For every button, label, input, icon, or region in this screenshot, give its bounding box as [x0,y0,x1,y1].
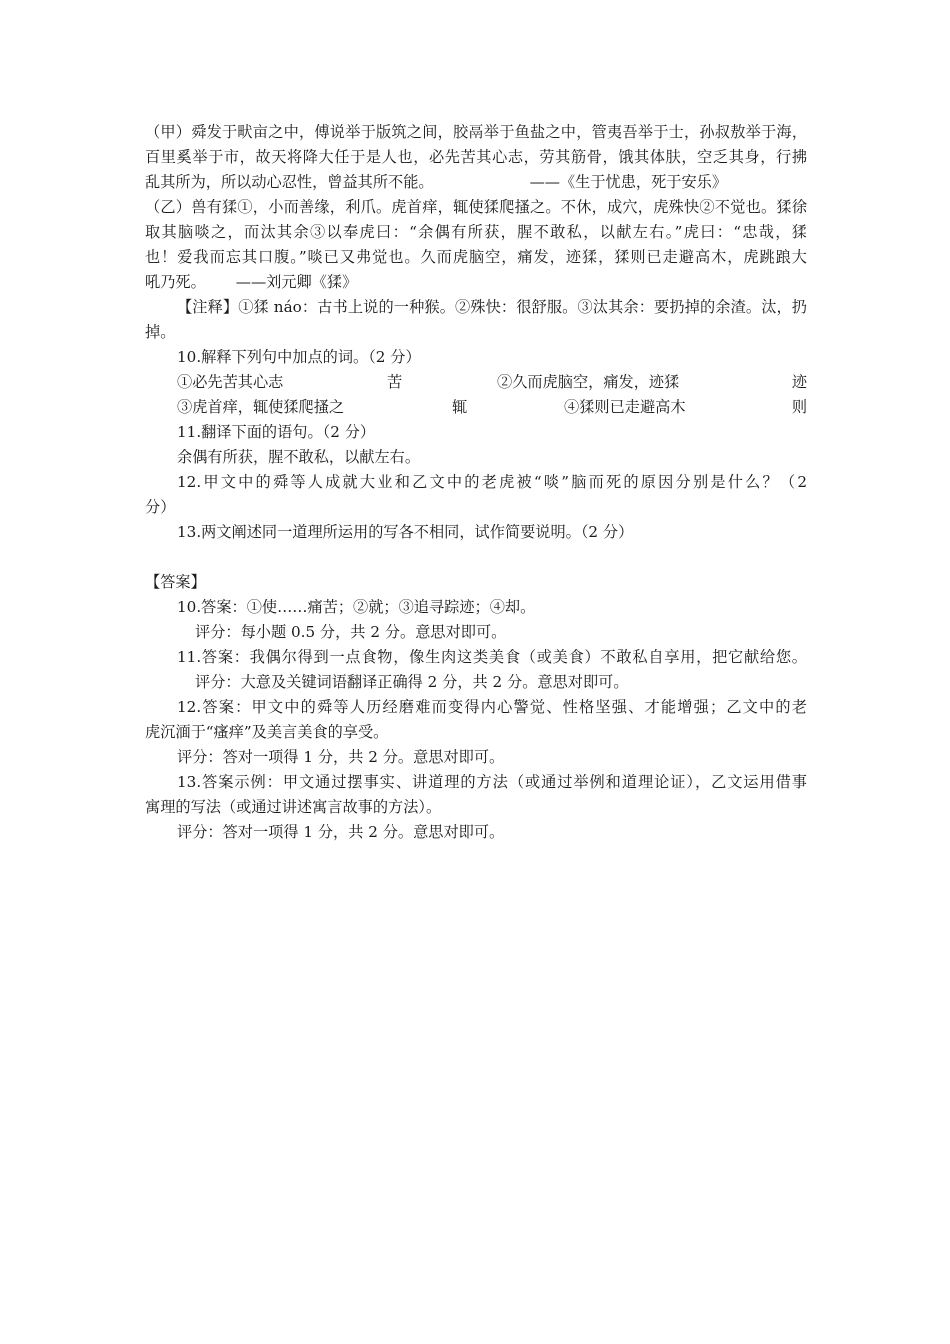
question-10-title: 10.解释下列句中加点的词。（2 分） [177,348,421,366]
q10-word-4: 则 [791,398,807,416]
question-12 [145,470,807,520]
q10-word-2: 迹 [791,373,807,391]
passage-a-line-last [145,170,807,195]
answer-13-line: 寓理的写法（或通过讲述寓言故事的方法）。 [145,798,442,816]
answer-10: 10.答案：①使……痛苦；②就；③追寻踪迹；④却。 [177,598,536,616]
q10-item-3: ③虎首痒，辄使猱爬搔之 [177,398,345,416]
score-10: 评分：每小题 0.5 分，共 2 分。意思对即可。 [195,623,507,641]
q10-item-4: ④猱则已走避高木 [564,398,686,416]
question-10 [145,345,807,420]
q10-item-1: ①必先苦其心志 [177,373,284,391]
question-11-sentence: 余偶有所获，腥不敢私，以献左右。 [177,448,420,466]
q10-word-3: 辄 [452,398,468,416]
passage-b-source: ——刘元卿《猱》 [235,273,358,291]
score-11: 评分：大意及关键词语翻译正确得 2 分，共 2 分。意思对即可。 [195,673,629,691]
question-10-row [145,370,807,395]
question-12-line: 分） [145,498,176,516]
notes [145,295,807,345]
question-10-row [145,395,807,420]
question-11 [145,420,807,470]
passage-a-source: ——《生于忧患，死于安乐》 [529,173,727,191]
answers [145,570,807,845]
passage-b-line: 取其脑啖之，而汰其余③以奉虎曰：“余偶有所获，腥不敢私，以献左右。”虎曰：“忠哉，猱 [145,223,807,241]
notes-line: 【注释】①猱 náo：古书上说的一种猴。②殊快：很舒服。③汰其余：要扔掉的余渣。汰，扔 [177,298,807,316]
section-gap [145,545,807,570]
notes-line: 掉。 [145,323,176,341]
passage-a-line: （甲）舜发于畎亩之中，傅说举于版筑之间，胶鬲举于鱼盐之中，管夷吾举于士，孙叔敖举于海， [145,123,807,141]
q10-item-2: ②久而虎脑空，痛发，迹猱 [497,373,680,391]
answer-12-line: 12.答案：甲文中的舜等人历经磨难而变得内心警觉、性格坚强、才能增强；乙文中的老 [177,698,807,716]
question-13 [145,520,807,545]
answer-12-line: 虎沉湎于“瘙痒”及美言美食的享受。 [145,723,389,741]
answers-heading: 【答案】 [145,573,206,591]
passage-a-line: 百里奚举于市，故天将降大任于是人也，必先苦其心志，劳其筋骨，饿其体肤，空乏其身，行拂 [145,148,807,166]
passage-b-line: （乙）兽有猱①，小而善缘，利爪。虎首痒，辄使猱爬搔之。不休，成穴，虎殊快②不觉也。猱徐 [145,198,807,216]
document-page [145,120,807,845]
answer-11: 11.答案：我偶尔得到一点食物，像生肉这类美食（或美食）不敢私自享用，把它献给您。 [177,648,807,666]
answer-13-line: 13.答案示例：甲文通过摆事实、讲道理的方法（或通过举例和道理论证），乙文运用借事 [177,773,807,791]
score-13: 评分：答对一项得 1 分，共 2 分。意思对即可。 [177,823,505,841]
passage-b [145,195,807,295]
question-11-title: 11.翻译下面的语句。（2 分） [177,423,376,441]
passage-a-line-text: 乱其所为，所以动心忍性，曾益其所不能。 [145,173,434,191]
question-12-line: 12.甲文中的舜等人成就大业和乙文中的老虎被“啖”脑而死的原因分别是什么？（2 [177,473,807,491]
passage-b-line: 也！爱我而忘其口腹。”啖已又弗觉也。久而虎脑空，痛发，迹猱，猱则已走避高木，虎跳踉大 [145,248,807,266]
score-12: 评分：答对一项得 1 分，共 2 分。意思对即可。 [177,748,505,766]
passage-b-line-text: 吼乃死。 [145,273,206,291]
passage-b-line-last [145,270,807,295]
q10-word-1: 苦 [387,373,403,391]
passage-a [145,120,807,195]
question-13-title: 13.两文阐述同一道理所运用的写各不相同，试作简要说明。（2 分） [177,523,634,541]
